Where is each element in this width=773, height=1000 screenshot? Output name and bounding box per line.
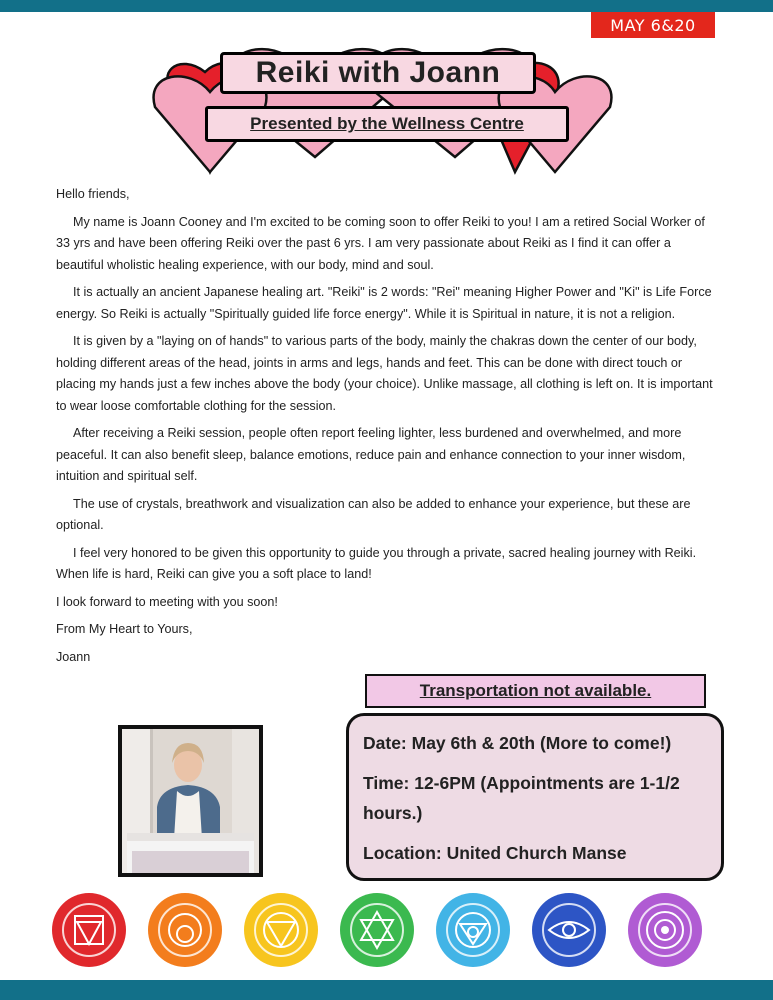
third-eye-chakra-icon: [532, 893, 606, 967]
letter-body: [56, 184, 720, 674]
crown-chakra-icon: [628, 893, 702, 967]
portrait-photo: [118, 725, 263, 877]
closing-line: I look forward to meeting with you soon!: [56, 594, 278, 609]
solar-plexus-chakra-icon: [244, 893, 318, 967]
event-date: Date: May 6th & 20th (More to come!): [363, 733, 672, 753]
event-location: Location: United Church Manse: [363, 843, 627, 863]
signature: Joann: [56, 649, 91, 664]
heart-chakra-icon: [340, 893, 414, 967]
paragraph: I feel very honored to be given this opportunity to guide you through a private, sacred healing journey with Reiki. When life is hard, Reiki can give you a soft place to land!: [56, 545, 697, 581]
page-title: Reiki with Joann: [220, 52, 536, 94]
greeting: Hello friends,: [56, 187, 130, 201]
bottom-banner-bar: [0, 980, 773, 1000]
top-banner-bar: [0, 0, 773, 12]
date-badge: MAY 6&20: [591, 12, 715, 38]
page-subtitle: Presented by the Wellness Centre: [205, 106, 569, 142]
transport-notice: Transportation not available.: [365, 674, 706, 708]
event-details-box: [346, 713, 724, 881]
paragraph: It is actually an ancient Japanese healing art. "Reiki" is 2 words: "Rei" meaning Higher Power and "Ki" is Life Force energy. So Reiki is actually "Spiritually guided life force energy". While it is Spiritual in nature, it is not a religion.: [56, 285, 712, 321]
event-time: Time: 12-6PM (Appointments are 1-1/2 hours.): [363, 773, 680, 823]
sacral-chakra-icon: [148, 893, 222, 967]
chakra-icon-row: [52, 893, 722, 973]
paragraph: After receiving a Reiki session, people often report feeling lighter, less burdened and overwhelmed, and more peaceful. It can also benefit sleep, balance emotions, reduce pain and enhance connection to your inner wisdom, intuition and spiritual self.: [56, 426, 686, 483]
paragraph: My name is Joann Cooney and I'm excited to be coming soon to offer Reiki to you! I am a retired Social Worker of 33 yrs and have been offering Reiki over the past 6 yrs. I am very passionate about Reiki as I find it can offer a beautiful wholistic healing experience, with our body, mind and soul.: [56, 214, 705, 272]
throat-chakra-icon: [436, 893, 510, 967]
paragraph: The use of crystals, breathwork and visualization can also be added to enhance your experience, but these are optional.: [56, 496, 691, 532]
paragraph: It is given by a "laying on of hands" to various parts of the body, mainly the chakras down the center of our body, holding different areas of the head, joints in arms and legs, hands and feet. This can be done with direct touch or placing my hands just a few inches above the body (your choice). Unlike massage, all clothing is left on. It is important to wear loose comfortable clothing for the session.: [56, 334, 713, 413]
root-chakra-icon: [52, 893, 126, 967]
signoff: From My Heart to Yours,: [56, 622, 193, 636]
